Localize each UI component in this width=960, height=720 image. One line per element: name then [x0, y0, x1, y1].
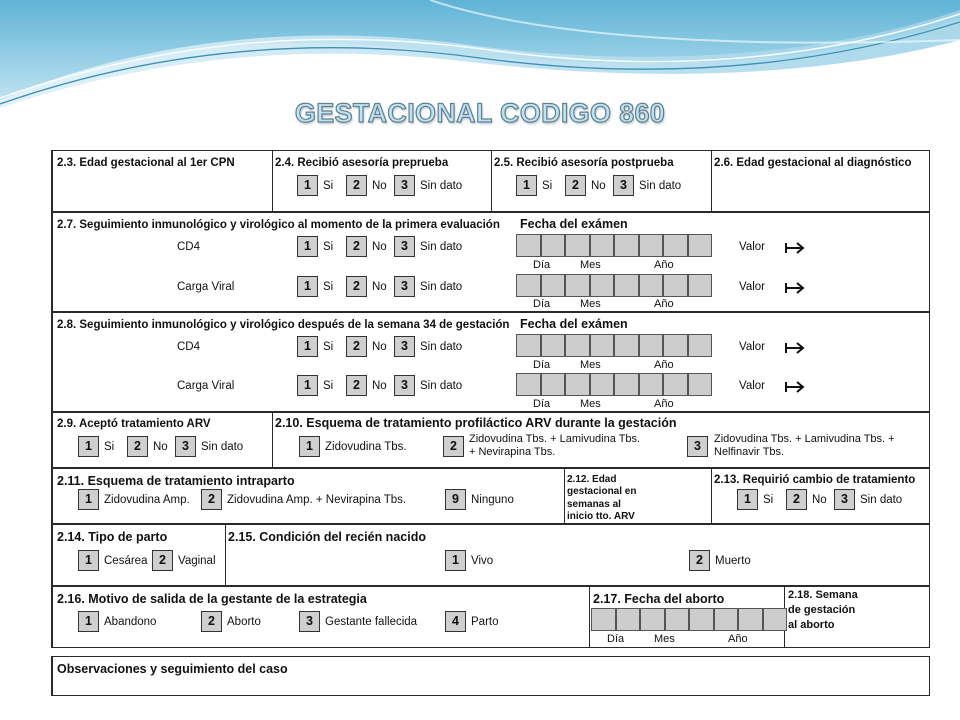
option-label: Zidovudina Tbs. + Lamivudina Tbs. + Nevirapina Tbs.: [469, 433, 641, 458]
option-label: Zidovudina Tbs.: [325, 441, 407, 453]
option-2-7-cd4-sin-dato[interactable]: 3: [394, 236, 415, 257]
option-label: Si: [323, 180, 334, 192]
option-2-8-cd4-sin-dato[interactable]: 3: [394, 336, 415, 357]
option-label: No: [153, 441, 168, 453]
option-label: Vivo: [471, 555, 494, 567]
dia-label: Día: [533, 359, 551, 371]
row-2-11-2-13: [51, 468, 930, 524]
option-label: Sin dato: [420, 380, 463, 392]
option-label: Cesárea: [104, 555, 148, 567]
anio-label: Año: [728, 633, 748, 645]
option-2-11-1[interactable]: 1: [78, 489, 99, 510]
option-2-7-cv-si[interactable]: 1: [297, 276, 318, 297]
label-2-10: 2.10. Esquema de tratamiento profiláctico ARV durante la gestación: [275, 416, 677, 430]
option-2-9-si[interactable]: 1: [78, 436, 99, 457]
option-2-16-3[interactable]: 3: [299, 611, 320, 632]
date-input-2-8-cd4[interactable]: [516, 334, 712, 357]
option-2-4-no[interactable]: 2: [346, 175, 367, 196]
date-input-2-17[interactable]: [591, 608, 787, 631]
label-2-5: 2.5. Recibió asesoría postprueba: [494, 157, 674, 169]
row-observaciones: [51, 656, 930, 696]
date-input-2-7-cd4[interactable]: [516, 234, 712, 257]
row-2-14-2-15: [51, 524, 930, 586]
anio-label: Año: [654, 259, 674, 271]
option-label: No: [372, 241, 387, 253]
option-label: Aborto: [227, 616, 261, 628]
label-2-16: 2.16. Motivo de salida de la gestante de la estrategia: [57, 592, 367, 606]
option-2-7-cd4-si[interactable]: 1: [297, 236, 318, 257]
page-title: GESTACIONAL CODIGO 860: [294, 98, 666, 128]
arrow-right-icon: [785, 282, 805, 294]
option-2-8-cv-no[interactable]: 2: [346, 375, 367, 396]
option-label: Sin dato: [860, 494, 903, 506]
option-2-13-si[interactable]: 1: [737, 489, 758, 510]
anio-label: Año: [654, 398, 674, 410]
label-2-11: 2.11. Esquema de tratamiento intraparto: [57, 474, 295, 488]
option-label: Muerto: [715, 555, 751, 567]
option-2-4-sin-dato[interactable]: 3: [394, 175, 415, 196]
valor-label: Valor: [739, 281, 765, 293]
option-2-4-si[interactable]: 1: [297, 175, 318, 196]
option-label: Si: [542, 180, 553, 192]
option-label: No: [591, 180, 606, 192]
valor-label: Valor: [739, 380, 765, 392]
option-2-13-no[interactable]: 2: [786, 489, 807, 510]
option-2-9-sin-dato[interactable]: 3: [175, 436, 196, 457]
mes-label: Mes: [580, 298, 601, 310]
label-2-14: 2.14. Tipo de parto: [57, 530, 168, 544]
dia-label: Día: [607, 633, 625, 645]
option-label: Ninguno: [471, 494, 514, 506]
option-label: Zidovudina Amp. + Nevirapina Tbs.: [227, 494, 407, 506]
anio-label: Año: [654, 359, 674, 371]
cd4-label: CD4: [177, 241, 201, 253]
option-2-5-si[interactable]: 1: [516, 175, 537, 196]
valor-label: Valor: [739, 341, 765, 353]
option-2-8-cd4-no[interactable]: 2: [346, 336, 367, 357]
option-2-7-cv-sin-dato[interactable]: 3: [394, 276, 415, 297]
row-2-9-2-10: [51, 412, 930, 468]
label-2-8: 2.8. Seguimiento inmunológico y virológico después de la semana 34 de gestación: [57, 319, 510, 331]
option-2-14-1[interactable]: 1: [78, 550, 99, 571]
option-label: Si: [323, 281, 334, 293]
option-label: Si: [104, 441, 115, 453]
option-label: Parto: [471, 616, 499, 628]
option-label: Abandono: [104, 616, 157, 628]
option-2-8-cv-si[interactable]: 1: [297, 375, 318, 396]
row-2-7: [51, 212, 930, 312]
label-observaciones: Observaciones y seguimiento del caso: [57, 662, 288, 676]
option-2-7-cd4-no[interactable]: 2: [346, 236, 367, 257]
option-2-14-2[interactable]: 2: [152, 550, 173, 571]
option-2-15-2[interactable]: 2: [689, 550, 710, 571]
option-label: Vaginal: [178, 555, 216, 567]
label-2-17: 2.17. Fecha del aborto: [593, 592, 725, 606]
option-label: No: [372, 180, 387, 192]
option-2-15-1[interactable]: 1: [445, 550, 466, 571]
label-2-12: 2.12. Edad gestacional en semanas al inicio tto. ARV: [567, 474, 637, 522]
dia-label: Día: [533, 298, 551, 310]
label-2-9: 2.9. Aceptó tratamiento ARV: [57, 418, 211, 430]
label-2-15: 2.15. Condición del recién nacido: [228, 530, 426, 544]
option-label: Gestante fallecida: [325, 616, 418, 628]
option-label: Sin dato: [420, 341, 463, 353]
option-2-7-cv-no[interactable]: 2: [346, 276, 367, 297]
arrow-right-icon: [785, 242, 805, 254]
option-label: Si: [763, 494, 774, 506]
dia-label: Día: [533, 398, 551, 410]
option-label: Sin dato: [420, 180, 463, 192]
option-2-8-cd4-si[interactable]: 1: [297, 336, 318, 357]
date-input-2-7-cv[interactable]: [516, 274, 712, 297]
valor-label: Valor: [739, 241, 765, 253]
dia-label: Día: [533, 259, 551, 271]
fecha-examen-label: Fecha del exámen: [520, 217, 628, 231]
label-2-3: 2.3. Edad gestacional al 1er CPN: [57, 157, 235, 169]
row-2-16-2-18: [51, 586, 930, 648]
arrow-right-icon: [785, 381, 805, 393]
carga-viral-label: Carga Viral: [177, 281, 235, 293]
date-input-2-8-cv[interactable]: [516, 373, 712, 396]
label-2-6: 2.6. Edad gestacional al diagnóstico: [714, 157, 912, 169]
option-2-16-4[interactable]: 4: [445, 611, 466, 632]
option-label: Sin dato: [201, 441, 244, 453]
fecha-examen-label: Fecha del exámen: [520, 317, 628, 331]
option-label: No: [372, 341, 387, 353]
arrow-right-icon: [785, 342, 805, 354]
option-label: Si: [323, 341, 334, 353]
label-2-13: 2.13. Requirió cambio de tratamiento: [714, 474, 916, 486]
option-2-9-no[interactable]: 2: [127, 436, 148, 457]
anio-label: Año: [654, 298, 674, 310]
option-label: No: [372, 281, 387, 293]
option-label: Zidovudina Tbs. + Lamivudina Tbs. + Nelfinavir Tbs.: [714, 433, 895, 458]
mes-label: Mes: [654, 633, 675, 645]
row-2-3-to-2-6: [51, 150, 930, 212]
option-label: No: [372, 380, 387, 392]
row-2-8: [51, 312, 930, 412]
label-2-18: 2.18. Semana de gestación al aborto: [788, 589, 858, 631]
label-2-7: 2.7. Seguimiento inmunológico y virológico al momento de la primera evaluación: [57, 219, 500, 231]
carga-viral-label: Carga Viral: [177, 380, 235, 392]
option-label: No: [812, 494, 827, 506]
option-2-10-3[interactable]: 3: [687, 436, 708, 457]
option-2-16-2[interactable]: 2: [201, 611, 222, 632]
mes-label: Mes: [580, 259, 601, 271]
option-2-5-no[interactable]: 2: [565, 175, 586, 196]
mes-label: Mes: [580, 398, 601, 410]
option-2-5-sin-dato[interactable]: 3: [613, 175, 634, 196]
option-label: Si: [323, 241, 334, 253]
option-label: Zidovudina Amp.: [104, 494, 190, 506]
option-2-16-1[interactable]: 1: [78, 611, 99, 632]
option-2-13-sin-dato[interactable]: 3: [834, 489, 855, 510]
option-2-10-2[interactable]: 2: [443, 436, 464, 457]
option-label: Sin dato: [639, 180, 682, 192]
option-2-11-9[interactable]: 9: [445, 489, 466, 510]
option-2-10-1[interactable]: 1: [299, 436, 320, 457]
mes-label: Mes: [580, 359, 601, 371]
option-label: Sin dato: [420, 281, 463, 293]
label-2-4: 2.4. Recibió asesoría preprueba: [275, 157, 449, 169]
option-label: Si: [323, 380, 334, 392]
option-label: Sin dato: [420, 241, 463, 253]
cd4-label: CD4: [177, 341, 201, 353]
option-2-8-cv-sin-dato[interactable]: 3: [394, 375, 415, 396]
option-2-11-2[interactable]: 2: [201, 489, 222, 510]
